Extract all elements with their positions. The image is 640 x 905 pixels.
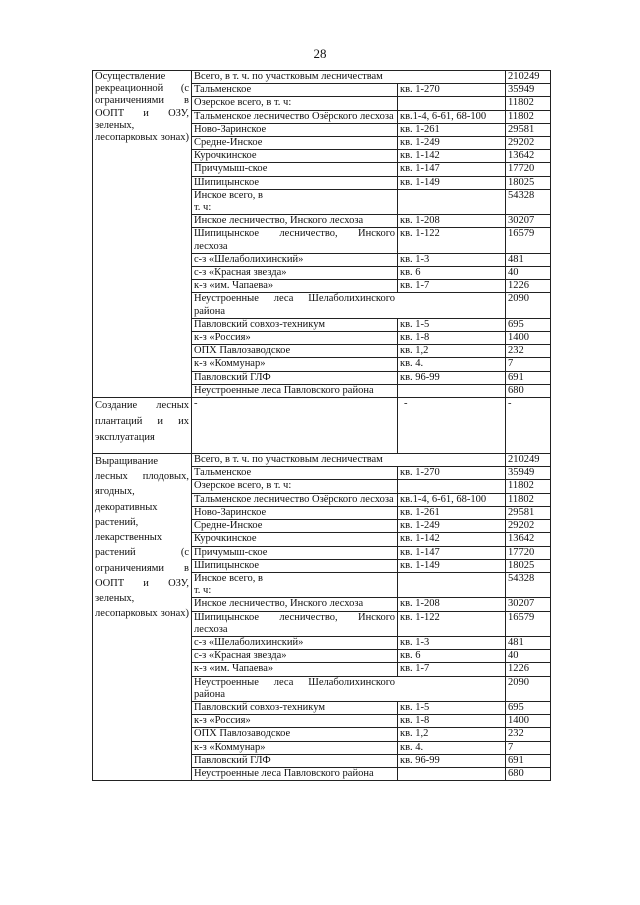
area-cell: 691 bbox=[506, 754, 551, 767]
area-cell: 11802 bbox=[506, 97, 551, 110]
name-cell: Неустроенные леса Павловского района bbox=[192, 384, 398, 397]
quarter-cell: кв. 1-122 bbox=[398, 611, 506, 636]
name-cell: Ново-Заринское bbox=[192, 123, 398, 136]
area-cell: 2090 bbox=[506, 676, 551, 701]
quarter-cell: кв. 1-249 bbox=[398, 520, 506, 533]
quarter-cell: кв. 96-99 bbox=[398, 371, 506, 384]
name-cell: к-з «Коммунар» bbox=[192, 741, 398, 754]
name-cell: Инское лесничество, Инского лесхоза bbox=[192, 598, 398, 611]
name-cell: Павловский совхоз-техникум bbox=[192, 701, 398, 714]
quarter-cell: кв. 1-208 bbox=[398, 598, 506, 611]
area-cell: 2090 bbox=[506, 293, 551, 318]
area-cell: - bbox=[506, 398, 551, 454]
name-cell: Неустроенные леса Шелаболихинского района bbox=[192, 676, 506, 701]
area-cell: 1226 bbox=[506, 280, 551, 293]
area-cell: 13642 bbox=[506, 533, 551, 546]
quarter-cell: кв. 1-147 bbox=[398, 546, 506, 559]
quarter-cell: кв. 1-7 bbox=[398, 280, 506, 293]
quarter-cell: кв. 1-149 bbox=[398, 176, 506, 189]
section-cultivation bbox=[93, 454, 551, 781]
area-cell: 35949 bbox=[506, 467, 551, 480]
quarter-cell: кв. 1-142 bbox=[398, 533, 506, 546]
quarter-cell: кв. 6 bbox=[398, 267, 506, 280]
quarter-cell bbox=[398, 384, 506, 397]
quarter-cell: кв. 1-8 bbox=[398, 332, 506, 345]
table-row bbox=[93, 454, 551, 467]
area-cell: 7 bbox=[506, 358, 551, 371]
area-cell: 11802 bbox=[506, 493, 551, 506]
name-cell: к-з «Коммунар» bbox=[192, 358, 398, 371]
name-cell: Тальменское bbox=[192, 84, 398, 97]
area-cell: 54328 bbox=[506, 572, 551, 597]
area-cell: 18025 bbox=[506, 176, 551, 189]
name-cell: Тальменское лесничество Озёрского лесхоза bbox=[192, 110, 398, 123]
area-cell: 40 bbox=[506, 650, 551, 663]
name-cell: Всего, в т. ч. по участковым лесничествам bbox=[192, 71, 506, 84]
name-cell: - bbox=[192, 398, 398, 454]
area-cell: 29581 bbox=[506, 123, 551, 136]
area-cell: 691 bbox=[506, 371, 551, 384]
quarter-cell: кв. 1-149 bbox=[398, 559, 506, 572]
quarter-cell: кв.1-4, 6-61, 68-100 bbox=[398, 493, 506, 506]
section-plantations bbox=[93, 398, 551, 454]
quarter-cell: кв. 1-270 bbox=[398, 467, 506, 480]
area-cell: 18025 bbox=[506, 559, 551, 572]
area-cell: 35949 bbox=[506, 84, 551, 97]
quarter-cell: кв. 1,2 bbox=[398, 728, 506, 741]
area-cell: 695 bbox=[506, 701, 551, 714]
name-cell: Средне-Инское bbox=[192, 520, 398, 533]
name-cell: с-з «Шелаболихинский» bbox=[192, 636, 398, 649]
name-cell: ОПХ Павлозаводское bbox=[192, 345, 398, 358]
name-cell: Причумыш-ское bbox=[192, 163, 398, 176]
name-cell: Курочкинское bbox=[192, 533, 398, 546]
name-cell: Шипицынское bbox=[192, 176, 398, 189]
area-cell: 481 bbox=[506, 253, 551, 266]
name-cell: Ново-Заринское bbox=[192, 506, 398, 519]
name-cell: Курочкинское bbox=[192, 150, 398, 163]
quarter-cell: кв. 4. bbox=[398, 358, 506, 371]
quarter-cell: - bbox=[398, 398, 506, 454]
name-cell: Инское всего, в т. ч: bbox=[192, 572, 398, 597]
area-cell: 13642 bbox=[506, 150, 551, 163]
quarter-cell: кв. 1-142 bbox=[398, 150, 506, 163]
forest-use-table bbox=[92, 70, 551, 781]
name-cell: Шипицынское лесничество, Инского лесхоза bbox=[192, 611, 398, 636]
name-cell: Тальменское лесничество Озёрского лесхоза bbox=[192, 493, 398, 506]
quarter-cell bbox=[398, 97, 506, 110]
area-cell: 1226 bbox=[506, 663, 551, 676]
quarter-cell: кв. 1-261 bbox=[398, 123, 506, 136]
table-row bbox=[93, 71, 551, 84]
name-cell: к-з «им. Чапаева» bbox=[192, 663, 398, 676]
name-cell: Павловский ГЛФ bbox=[192, 754, 398, 767]
name-cell: Неустроенные леса Шелаболихинского района bbox=[192, 293, 506, 318]
area-cell: 29202 bbox=[506, 137, 551, 150]
quarter-cell bbox=[398, 572, 506, 597]
name-cell: Всего, в т. ч. по участковым лесничествам bbox=[192, 454, 506, 467]
area-cell: 11802 bbox=[506, 110, 551, 123]
name-cell: Озерское всего, в т. ч: bbox=[192, 480, 398, 493]
quarter-cell: кв. 1-8 bbox=[398, 715, 506, 728]
quarter-cell: кв. 1-270 bbox=[398, 84, 506, 97]
area-cell: 17720 bbox=[506, 163, 551, 176]
activity-cell: Выращивание лесных плодовых, ягодных, декоративных растений, лекарственных растений (с ограничениями в ООПТ и ОЗУ, зеленых, лесопарковых зонах) bbox=[93, 454, 192, 781]
area-cell: 11802 bbox=[506, 480, 551, 493]
name-cell: с-з «Красная звезда» bbox=[192, 650, 398, 663]
area-cell: 680 bbox=[506, 384, 551, 397]
name-cell: Причумыш-ское bbox=[192, 546, 398, 559]
area-cell: 210249 bbox=[506, 71, 551, 84]
name-cell: к-з «Россия» bbox=[192, 715, 398, 728]
quarter-cell: кв. 1-3 bbox=[398, 636, 506, 649]
quarter-cell: кв. 1-261 bbox=[398, 506, 506, 519]
area-cell: 54328 bbox=[506, 189, 551, 214]
quarter-cell: кв. 1-5 bbox=[398, 701, 506, 714]
name-cell: к-з «им. Чапаева» bbox=[192, 280, 398, 293]
name-cell: Инское лесничество, Инского лесхоза bbox=[192, 215, 398, 228]
name-cell: к-з «Россия» bbox=[192, 332, 398, 345]
page-number: 28 bbox=[313, 46, 327, 61]
area-cell: 210249 bbox=[506, 454, 551, 467]
quarter-cell: кв. 1-147 bbox=[398, 163, 506, 176]
quarter-cell: кв.1-4, 6-61, 68-100 bbox=[398, 110, 506, 123]
quarter-cell: кв. 4. bbox=[398, 741, 506, 754]
area-cell: 695 bbox=[506, 318, 551, 331]
name-cell: Средне-Инское bbox=[192, 137, 398, 150]
quarter-cell: кв. 1-208 bbox=[398, 215, 506, 228]
area-cell: 29202 bbox=[506, 520, 551, 533]
quarter-cell: кв. 1-5 bbox=[398, 318, 506, 331]
quarter-cell: кв. 1-7 bbox=[398, 663, 506, 676]
quarter-cell: кв. 1-249 bbox=[398, 137, 506, 150]
quarter-cell bbox=[398, 189, 506, 214]
area-cell: 232 bbox=[506, 345, 551, 358]
area-cell: 1400 bbox=[506, 332, 551, 345]
name-cell: ОПХ Павлозаводское bbox=[192, 728, 398, 741]
area-cell: 7 bbox=[506, 741, 551, 754]
name-cell: Павловский ГЛФ bbox=[192, 371, 398, 384]
area-cell: 29581 bbox=[506, 506, 551, 519]
name-cell: Неустроенные леса Павловского района bbox=[192, 767, 398, 780]
area-cell: 16579 bbox=[506, 228, 551, 253]
area-cell: 30207 bbox=[506, 215, 551, 228]
name-cell: Павловский совхоз-техникум bbox=[192, 318, 398, 331]
area-cell: 1400 bbox=[506, 715, 551, 728]
area-cell: 16579 bbox=[506, 611, 551, 636]
quarter-cell: кв. 1,2 bbox=[398, 345, 506, 358]
area-cell: 17720 bbox=[506, 546, 551, 559]
quarter-cell: кв. 6 bbox=[398, 650, 506, 663]
name-cell: Озерское всего, в т. ч: bbox=[192, 97, 398, 110]
name-cell: Шипицынское лесничество, Инского лесхоза bbox=[192, 228, 398, 253]
name-cell: с-з «Красная звезда» bbox=[192, 267, 398, 280]
area-cell: 680 bbox=[506, 767, 551, 780]
quarter-cell: кв. 96-99 bbox=[398, 754, 506, 767]
quarter-cell: кв. 1-122 bbox=[398, 228, 506, 253]
area-cell: 30207 bbox=[506, 598, 551, 611]
activity-cell: Осуществление рекреационной (с ограничениями в ООПТ и ОЗУ, зеленых, лесопарковых зонах) bbox=[93, 71, 192, 398]
area-cell: 232 bbox=[506, 728, 551, 741]
area-cell: 40 bbox=[506, 267, 551, 280]
quarter-cell bbox=[398, 767, 506, 780]
name-cell: с-з «Шелаболихинский» bbox=[192, 253, 398, 266]
section-recreation bbox=[93, 71, 551, 398]
activity-cell: Создание лесных плантаций и их эксплуатация bbox=[93, 398, 192, 454]
table-row bbox=[93, 398, 551, 454]
name-cell: Шипицынское bbox=[192, 559, 398, 572]
area-cell: 481 bbox=[506, 636, 551, 649]
name-cell: Инское всего, в т. ч: bbox=[192, 189, 398, 214]
quarter-cell bbox=[398, 480, 506, 493]
quarter-cell: кв. 1-3 bbox=[398, 253, 506, 266]
name-cell: Тальменское bbox=[192, 467, 398, 480]
